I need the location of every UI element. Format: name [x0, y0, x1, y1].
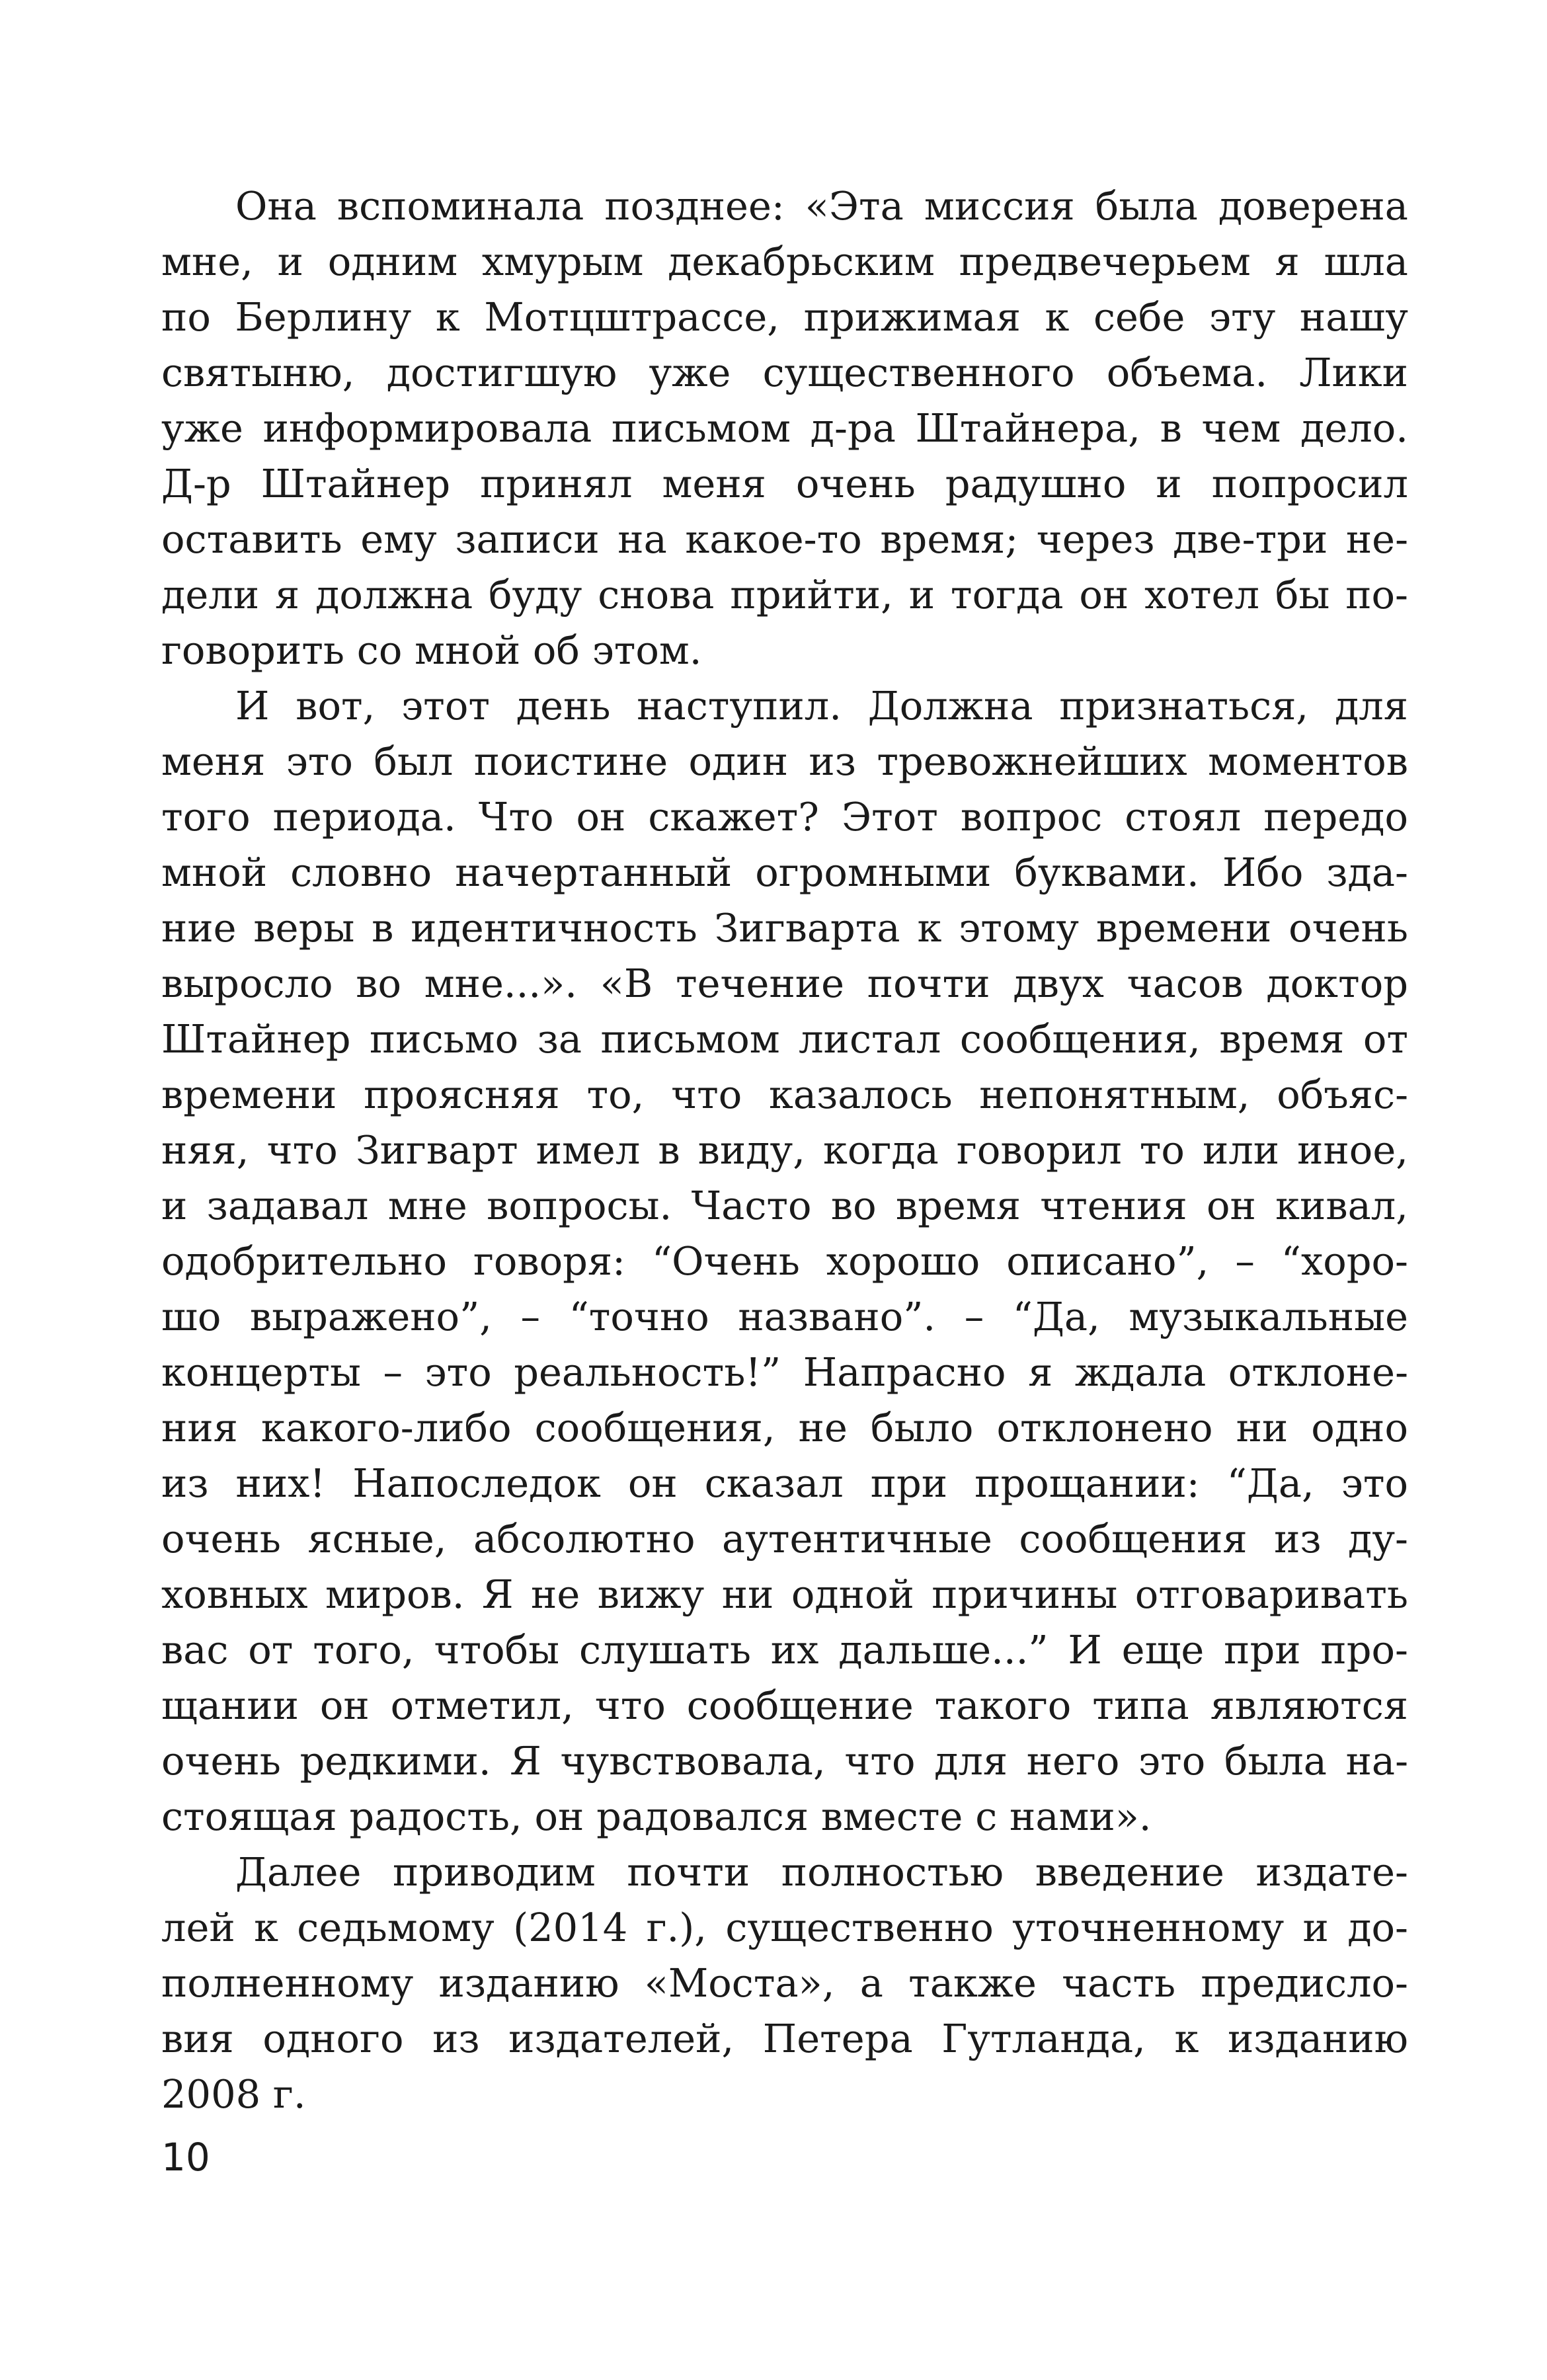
paragraph: [161, 178, 1408, 678]
text-line: няя, что Зигварт имел в виду, когда говорил то или иное,: [161, 1127, 1408, 1173]
text-line: Далее приводим почти полностью введение издате-: [235, 1849, 1408, 1895]
text-line: 2008 г.: [161, 2071, 306, 2117]
text-line: вас от того, чтобы слушать их дальше...” И еще при про-: [161, 1627, 1408, 1673]
text-line: лей к седьмому (2014 г.), существенно уточненному и до-: [161, 1905, 1408, 1950]
text-line: оставить ему записи на какое-то время; через две-три не-: [161, 516, 1408, 562]
text-line: того периода. Что он скажет? Этот вопрос стоял передо: [161, 794, 1408, 840]
text-line: полненному изданию «Моста», а также часть предисло-: [161, 1960, 1408, 2006]
text-line: вия одного из издателей, Петера Гутланда, к изданию: [161, 2016, 1408, 2061]
paragraph: [161, 678, 1408, 1844]
text-line: выросло во мне...». «В течение почти двух часов доктор: [161, 961, 1408, 1006]
text-line: дели я должна буду снова прийти, и тогда он хотел бы по-: [161, 572, 1408, 617]
text-line: ние веры в идентичность Зигварта к этому времени очень: [161, 905, 1408, 951]
text-line: Штайнер письмо за письмом листал сообщения, время от: [161, 1016, 1408, 1062]
text-line: уже информировала письмом д-ра Штайнера, в чем дело.: [161, 405, 1408, 451]
text-line: говорить со мной об этом.: [161, 627, 702, 673]
text-line: святыню, достигшую уже существенного объема. Лики: [161, 350, 1408, 395]
paragraph: [161, 1844, 1408, 2122]
text-line: из них! Напоследок он сказал при прощании: “Да, это: [161, 1460, 1408, 1506]
text-line: и задавал мне вопросы. Часто во время чтения он кивал,: [161, 1183, 1408, 1228]
text-line: очень ясные, абсолютно аутентичные сообщения из ду-: [161, 1516, 1408, 1562]
text-line: И вот, этот день наступил. Должна признаться, для: [235, 683, 1408, 729]
text-line: Д-р Штайнер принял меня очень радушно и попросил: [161, 461, 1408, 506]
text-line: времени проясняя то, что казалось непонятным, объяс-: [161, 1072, 1408, 1117]
text-line: щании он отметил, что сообщение такого типа являются: [161, 1683, 1408, 1728]
text-line: Она вспоминала позднее: «Эта миссия была доверена: [235, 183, 1408, 229]
text-line: по Берлину к Мотцштрассе, прижимая к себе эту нашу: [161, 294, 1408, 340]
text-line: мне, и одним хмурым декабрьским предвечерьем я шла: [161, 239, 1408, 284]
text-line: мной словно начертанный огромными буквами. Ибо зда-: [161, 850, 1408, 895]
text-line: меня это был поистине один из тревожнейших моментов: [161, 738, 1408, 784]
page-number: 10: [161, 2135, 210, 2180]
text-line: концерты – это реальность!” Напрасно я ждала отклоне-: [161, 1349, 1408, 1395]
text-line: ховных миров. Я не вижу ни одной причины отговаривать: [161, 1571, 1408, 1617]
text-line: одобрительно говоря: “Очень хорошо описано”, – “хоро-: [161, 1238, 1408, 1284]
text-line: шо выражено”, – “точно названо”. – “Да, музыкальные: [161, 1294, 1408, 1339]
body-text: [161, 178, 1408, 2122]
text-line: очень редкими. Я чувствовала, что для него это была на-: [161, 1738, 1408, 1784]
text-line: стоящая радость, он радовался вместе с нами».: [161, 1794, 1152, 1839]
text-line: ния какого-либо сообщения, не было отклонено ни одно: [161, 1405, 1408, 1450]
